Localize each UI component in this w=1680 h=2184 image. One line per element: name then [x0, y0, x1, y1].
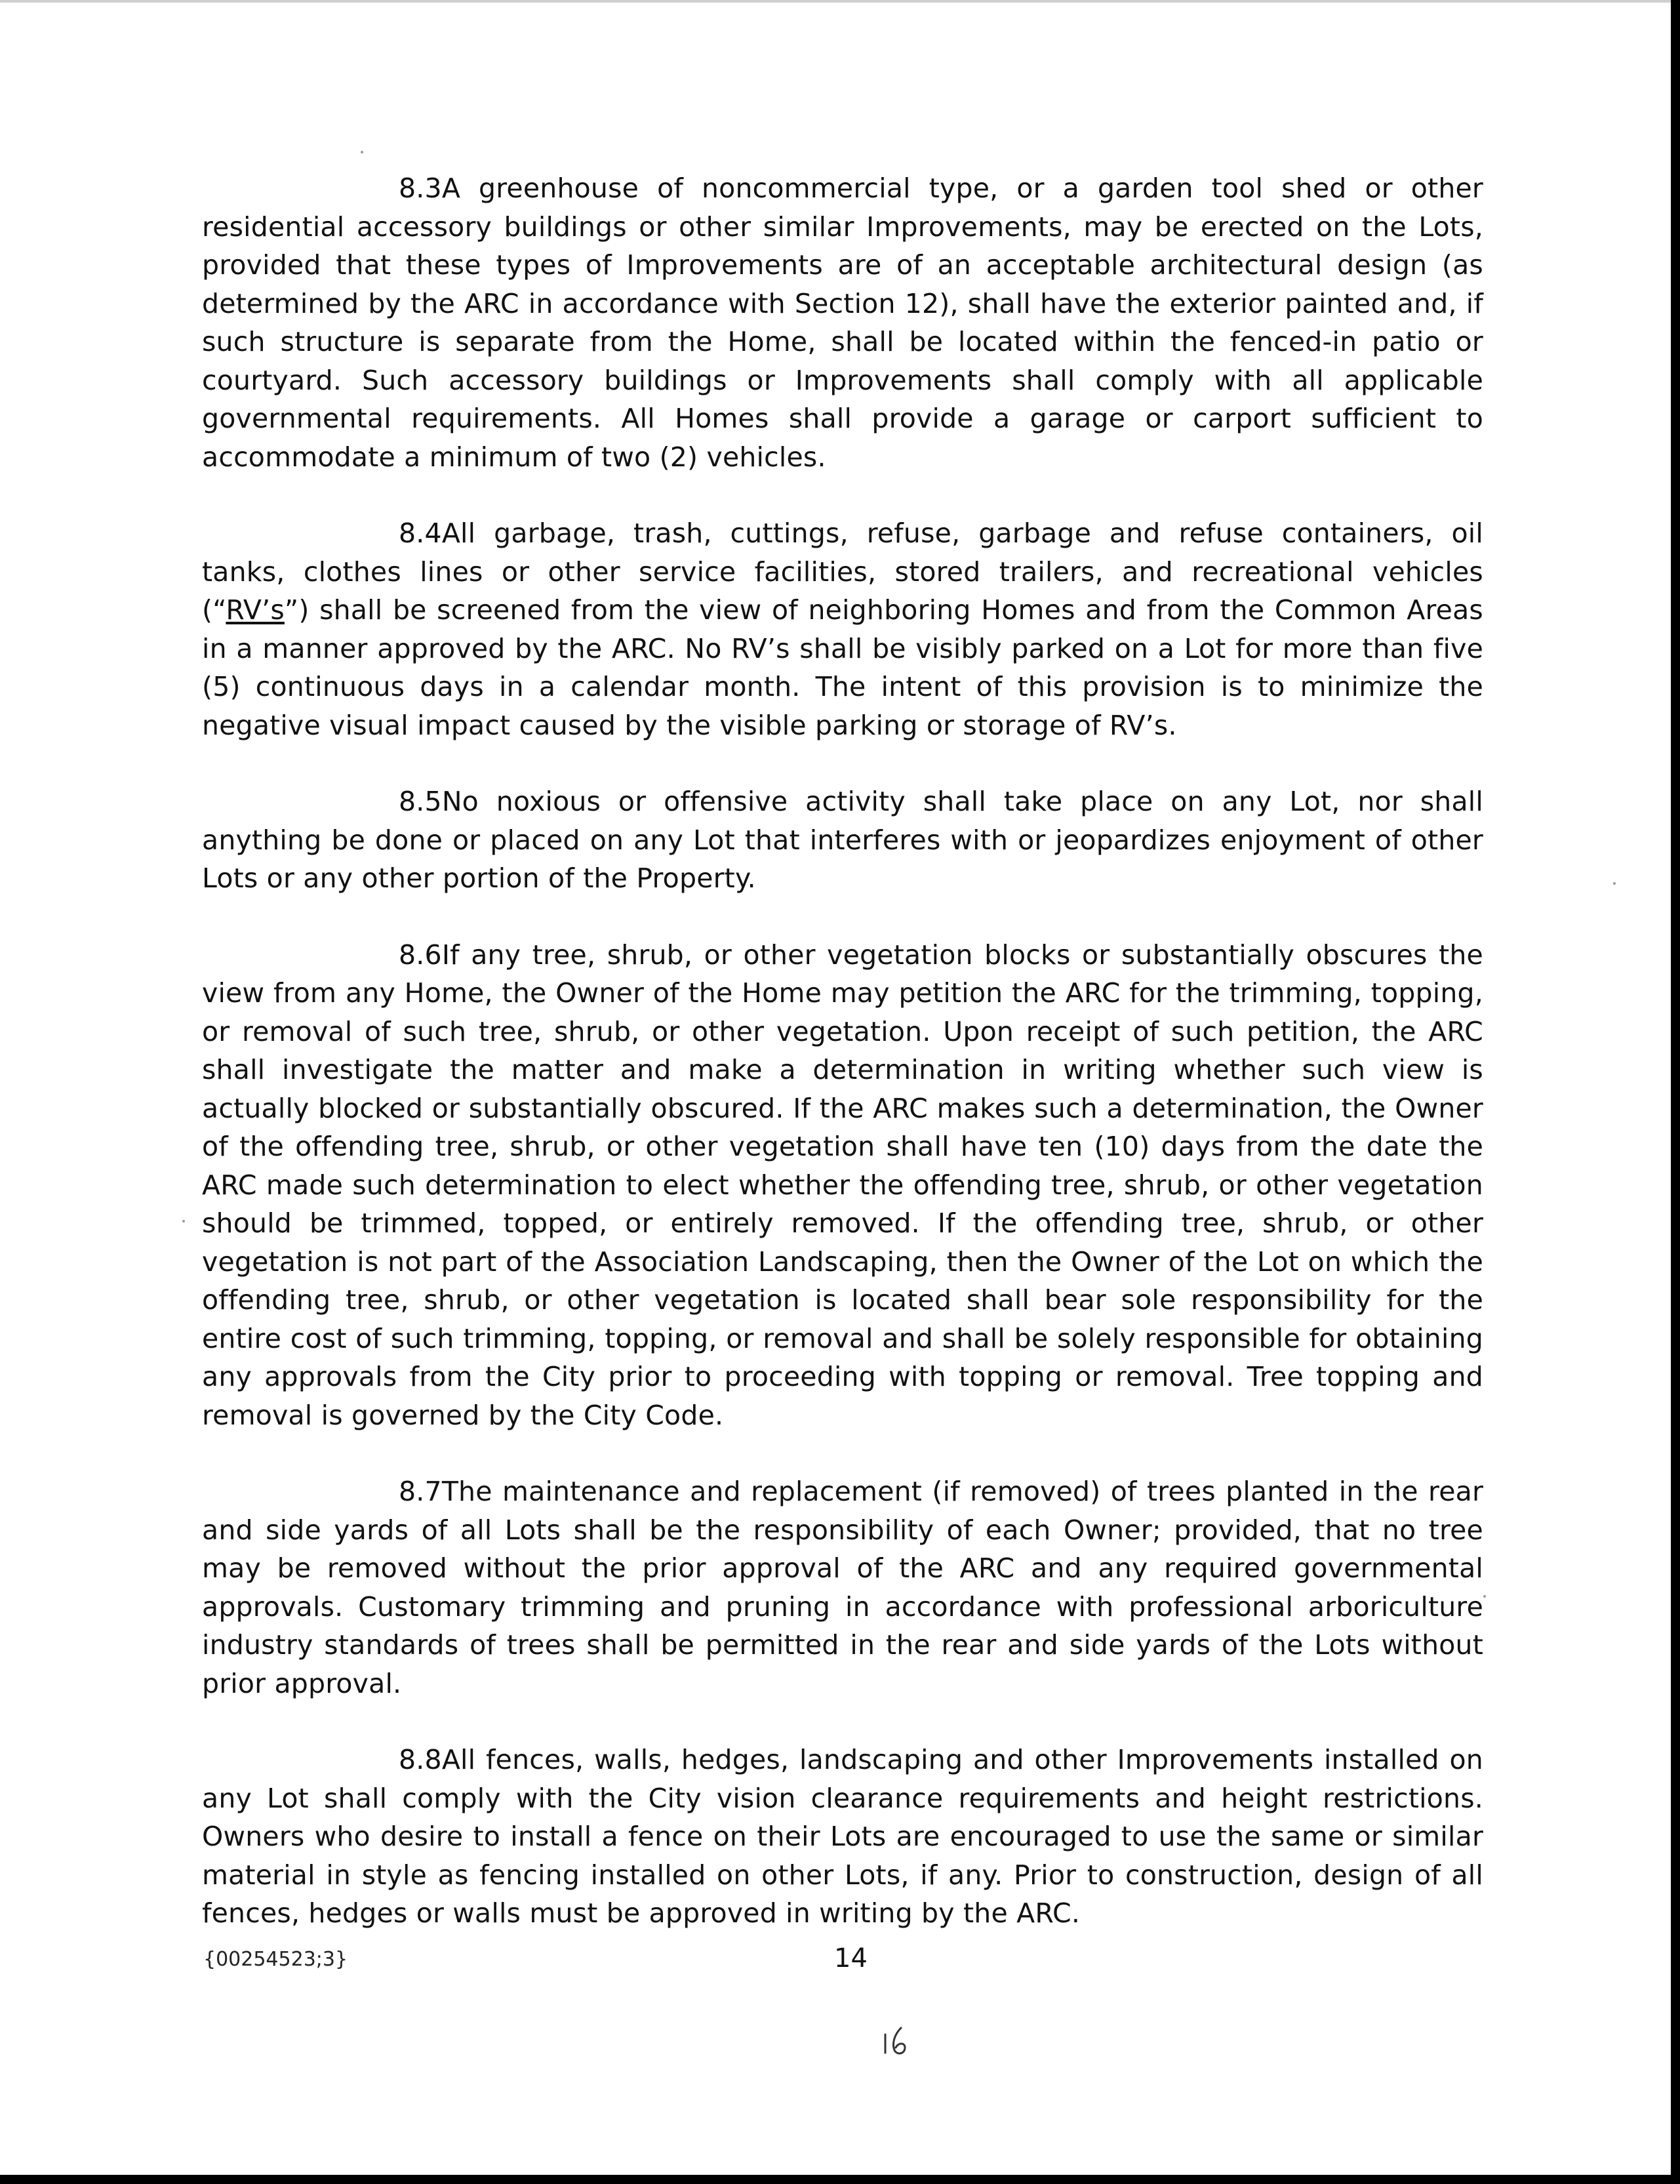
section-number: 8.5 [399, 786, 442, 817]
paragraph-text: All garbage, trash, cuttings, refuse, garbage and refuse containers, oil tanks, clothes lines or other service facilities, stored trailers, and recreational vehicles (“ [202, 517, 1483, 626]
section-number: 8.7 [399, 1476, 442, 1507]
paragraph-text: ”) shall be screened from the view of neighboring Homes and from the Common Areas in a manner approved by the ARC. No RV’s shall be visibly parked on a Lot for more than five (5) continuous days in a calendar month. The intent of this provision is to minimize the negative visual impact caused by the visible parking or storage of RV’s. [202, 594, 1483, 741]
defined-term: RV’s [226, 594, 285, 626]
document-id: {00254523;3} [203, 1948, 348, 1971]
scan-speck [1483, 1595, 1486, 1598]
handwritten-page-mark [879, 2020, 918, 2059]
section-number: 8.6 [399, 939, 442, 971]
paragraph-text: A greenhouse of noncommercial type, or a garden tool shed or other residential accessory buildings or other similar Improvements, may be erected on the Lots, provided that these types of Improvements are of an acceptable architectural design (as determined by the ARC in accordance with Section 12), shall have the exterior painted and, if such structure is separate from the Home, shall be located within the fenced-in patio or courtyard. Such accessory buildings or Improvements shall comply with all applicable governmental requirements. All Homes shall provide a garage or carport sufficient to accommodate a minimum of two (2) vehicles. [202, 172, 1483, 473]
page-number: 14 [834, 1943, 868, 1973]
scan-edge [0, 0, 1671, 3]
section-number: 8.3 [399, 172, 442, 204]
paragraph-text: No noxious or offensive activity shall take place on any Lot, nor shall anything be done or placed on any Lot that interferes with or jeopardizes enjoyment of other Lots or any other portion of the Property. [202, 786, 1483, 894]
paragraph-8-4 [202, 514, 1483, 744]
section-number: 8.4 [399, 517, 442, 549]
paragraph-text: If any tree, shrub, or other vegetation blocks or substantially obscures the view from any Home, the Owner of the Home may petition the ARC for the trimming, topping, or removal of such tree, shrub, or other vegetation. Upon receipt of such petition, the ARC shall investigate the matter and make a determination in writing whether such view is actually blocked or substantially obscured. If the ARC makes such a determination, the Owner of the offending tree, shrub, or other vegetation shall have ten (10) days from the date the ARC made such determination to elect whether the offending tree, shrub, or other vegetation should be trimmed, topped, or entirely removed. If the offending tree, shrub, or other vegetation is not part of the Association Landscaping, then the Owner of the Lot on which the offending tree, shrub, or other vegetation is located shall bear sole responsibility for the entire cost of such trimming, topping, or removal and shall be solely responsible for obtaining any approvals from the City prior to proceeding with topping or removal. Tree topping and removal is governed by the City Code. [202, 939, 1483, 1431]
paragraph-8-8 [202, 1741, 1483, 1933]
scan-speck [361, 151, 363, 153]
section-number: 8.8 [399, 1744, 442, 1775]
paragraph-8-7 [202, 1472, 1483, 1703]
paragraph-text: The maintenance and replacement (if removed) of trees planted in the rear and side yards of all Lots shall be the responsibility of each Owner; provided, that no tree may be removed without the prior approval of the ARC and any required governmental approvals. Customary trimming and pruning in accordance with professional arboriculture industry standards of trees shall be permitted in the rear and side yards of the Lots without prior approval. [202, 1476, 1483, 1699]
paragraph-8-5 [202, 782, 1483, 898]
scan-speck [182, 1220, 185, 1223]
paragraph-8-3 [202, 169, 1483, 476]
document-body [202, 169, 1483, 1971]
paragraph-8-6 [202, 936, 1483, 1435]
paragraph-text: All fences, walls, hedges, landscaping and other Improvements installed on any Lot shall comply with the City vision clearance requirements and height restrictions. Owners who desire to install a fence on their Lots are encouraged to use the same or similar material in style as fencing installed on other Lots, if any. Prior to construction, design of all fences, hedges or walls must be approved in writing by the ARC. [202, 1744, 1483, 1929]
scan-speck [1613, 882, 1616, 885]
